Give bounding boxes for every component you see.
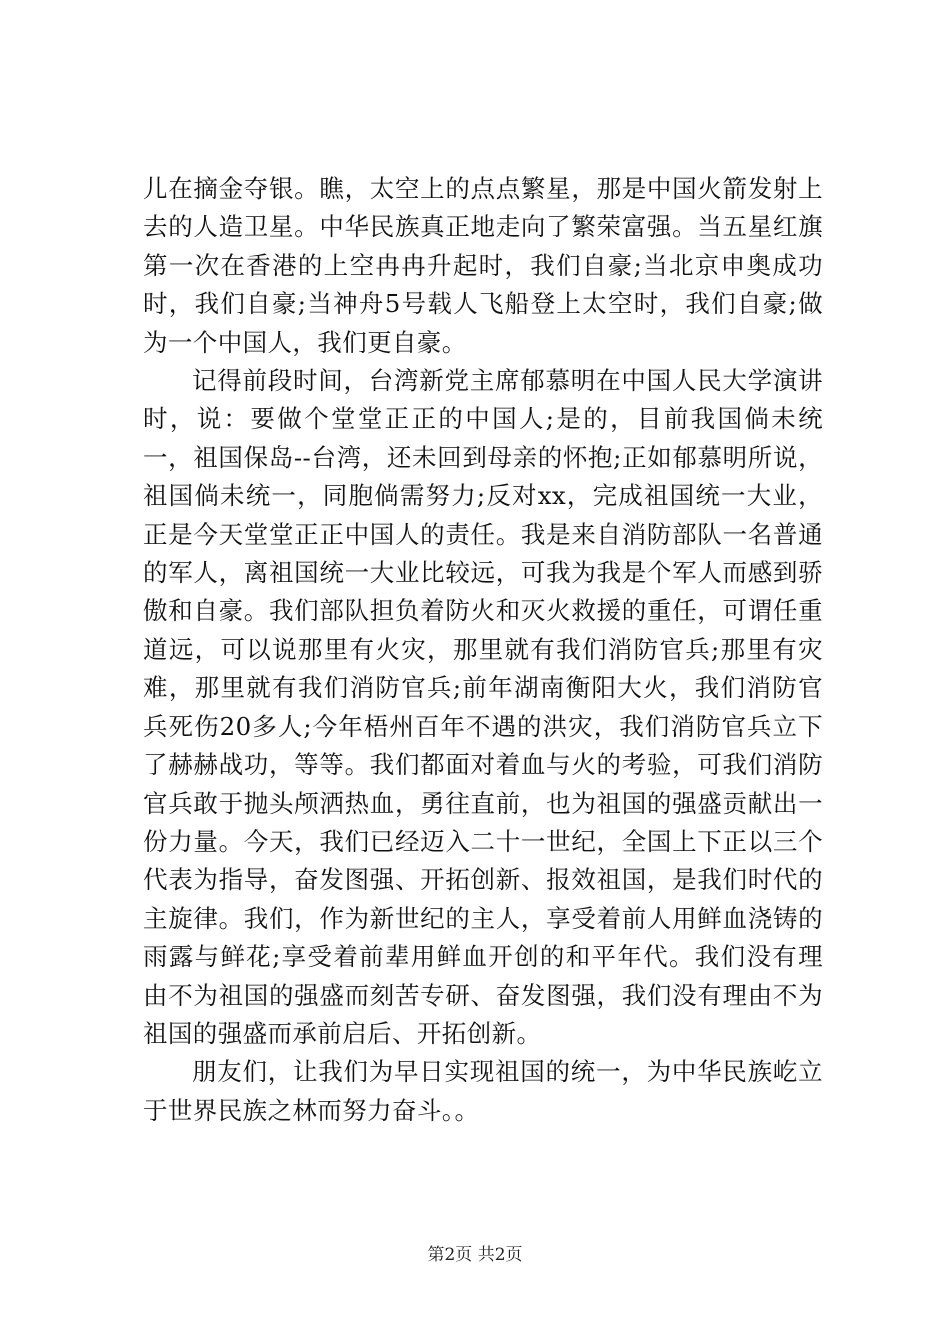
paragraph-3: 朋友们，让我们为早日实现祖国的统一，为中华民族屹立于世界民族之林而努力奋斗。。 xyxy=(143,1057,823,1125)
document-body xyxy=(143,170,823,1130)
paragraph-1: 儿在摘金夺银。瞧，太空上的点点繁星，那是中国火箭发射上去的人造卫星。中华民族真正地走向了繁荣富强。当五星红旗第一次在香港的上空冉冉升起时，我们自豪;当北京申奥成功时，我们自豪;当神舟5号载人飞船登上太空时，我们自豪;做为一个中国人，我们更自豪。 xyxy=(143,174,823,357)
paragraph-2: 记得前段时间，台湾新党主席郁慕明在中国人民大学演讲时，说：要做个堂堂正正的中国人;是的，目前我国倘未统一，祖国保岛--台湾，还未回到母亲的怀抱;正如郁慕明所说，祖国倘未统一，同胞倘需努力;反对xx，完成祖国统一大业，正是今天堂堂正正中国人的责任。我是来自消防部队一名普通的军人，离祖国统一大业比较远，可我为我是个军人而感到骄傲和自豪。我们部队担负着防火和灭火救援的重任，可谓任重道远，可以说那里有火灾，那里就有我们消防官兵;那里有灾难，那里就有我们消防官兵;前年湖南衡阳大火，我们消防官兵死伤20多人;今年梧州百年不遇的洪灾，我们消防官兵立下了赫赫战功，等等。我们都面对着血与火的考验，可我们消防官兵敢于抛头颅洒热血，勇往直前，也为祖国的强盛贡献出一份力量。今天，我们已经迈入二十一世纪，全国上下正以三个代表为指导，奋发图强、开拓创新、报效祖国，是我们时代的主旋律。我们，作为新世纪的主人，享受着前人用鲜血浇铸的雨露与鲜花;享受着前辈用鲜血开创的和平年代。我们没有理由不为祖国的强盛而刻苦专研、奋发图强，我们没有理由不为祖国的强盛而承前启后、开拓创新。 xyxy=(143,366,823,1048)
page-footer: 第2页 共2页 xyxy=(427,1245,523,1265)
